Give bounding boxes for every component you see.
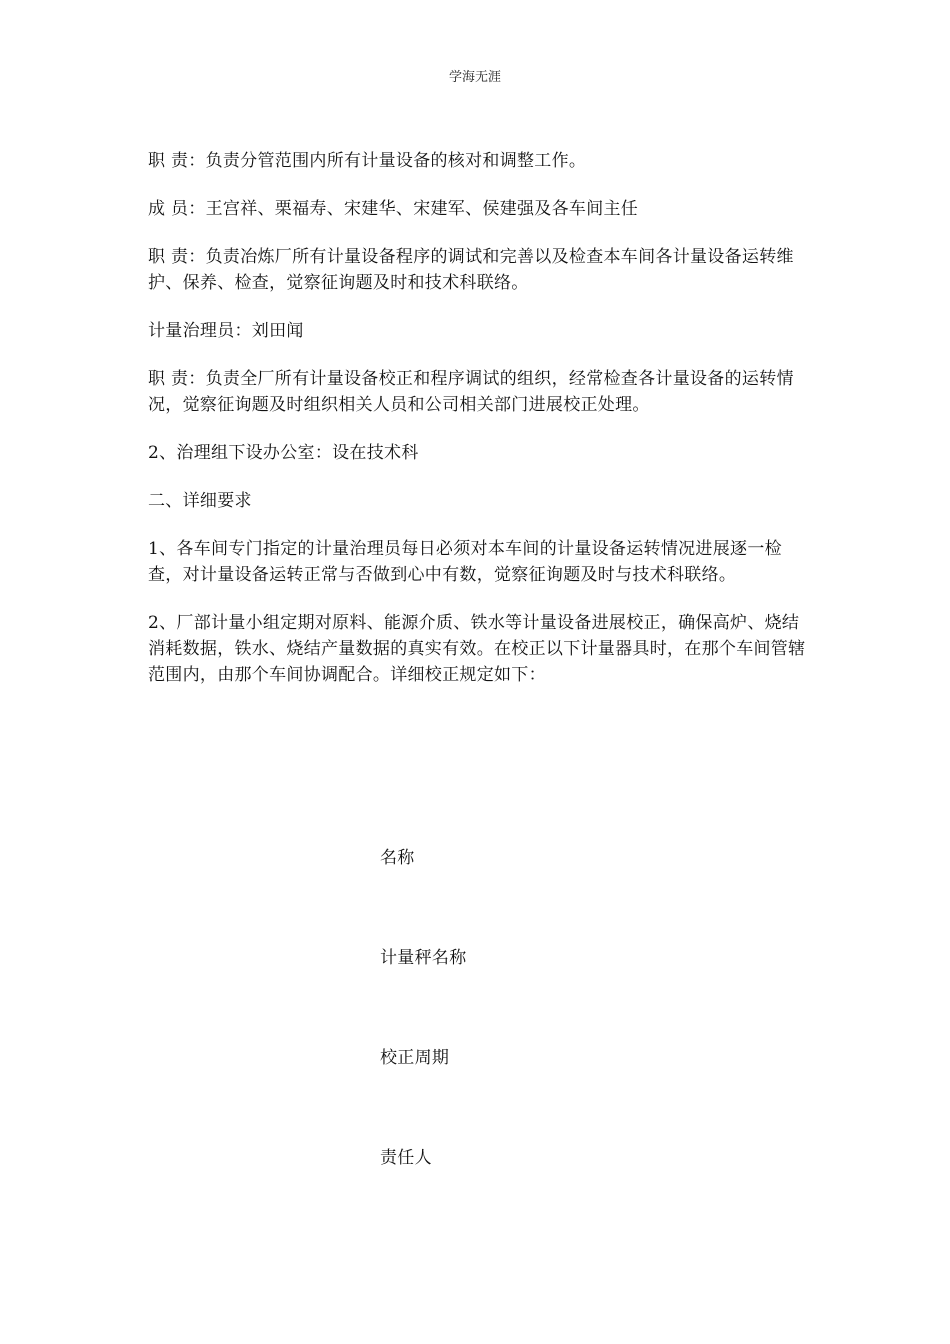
paragraph-members: 成 员：王宫祥、栗福寿、宋建华、宋建军、侯建强及各车间主任: [148, 199, 639, 219]
page-header: 学海无涯: [448, 70, 501, 85]
calibration-table-headers: [380, 845, 680, 1245]
paragraph-requirement-1: 1、各车间专门指定的计量治理员每日必须对本车间的计量设备运转情况进展逐一检查，对计量设备运转正常与否做到心中有数，觉察征询题及时与技术科联络。: [148, 539, 782, 585]
paragraph-duty-1: 职 责：负责分管范围内所有计量设备的核对和调整工作。: [148, 151, 587, 171]
table-header-scale-name: 计量秤名称: [380, 948, 467, 968]
table-header-responsible-person: 责任人: [380, 1148, 432, 1168]
table-header-name: 名称: [380, 848, 415, 868]
paragraph-requirement-2: 2、厂部计量小组定期对原料、能源介质、铁水等计量设备进展校正，确保高炉、烧结消耗数据，铁水、烧结产量数据的真实有效。在校正以下计量器具时，在那个车间管辖范围内，由那个车间协调配合。详细校正规定如下：: [148, 613, 806, 685]
paragraph-duty-3: 职 责：负责全厂所有计量设备校正和程序调试的组织，经常检查各计量设备的运转情况，觉察征询题及时组织相关人员和公司相关部门进展校正处理。: [148, 369, 794, 415]
table-header-calibration-period: 校正周期: [380, 1048, 450, 1068]
section-heading-requirements: 二、详细要求: [148, 491, 252, 511]
paragraph-metering-admin: 计量治理员：刘田闻: [148, 321, 304, 341]
paragraph-duty-2: 职 责：负责冶炼厂所有计量设备程序的调试和完善以及检查本车间各计量设备运转维护、保养、检查，觉察征询题及时和技术科联络。: [148, 247, 794, 293]
document-body: [148, 148, 808, 710]
paragraph-office: 2、治理组下设办公室：设在技术科: [148, 443, 419, 463]
